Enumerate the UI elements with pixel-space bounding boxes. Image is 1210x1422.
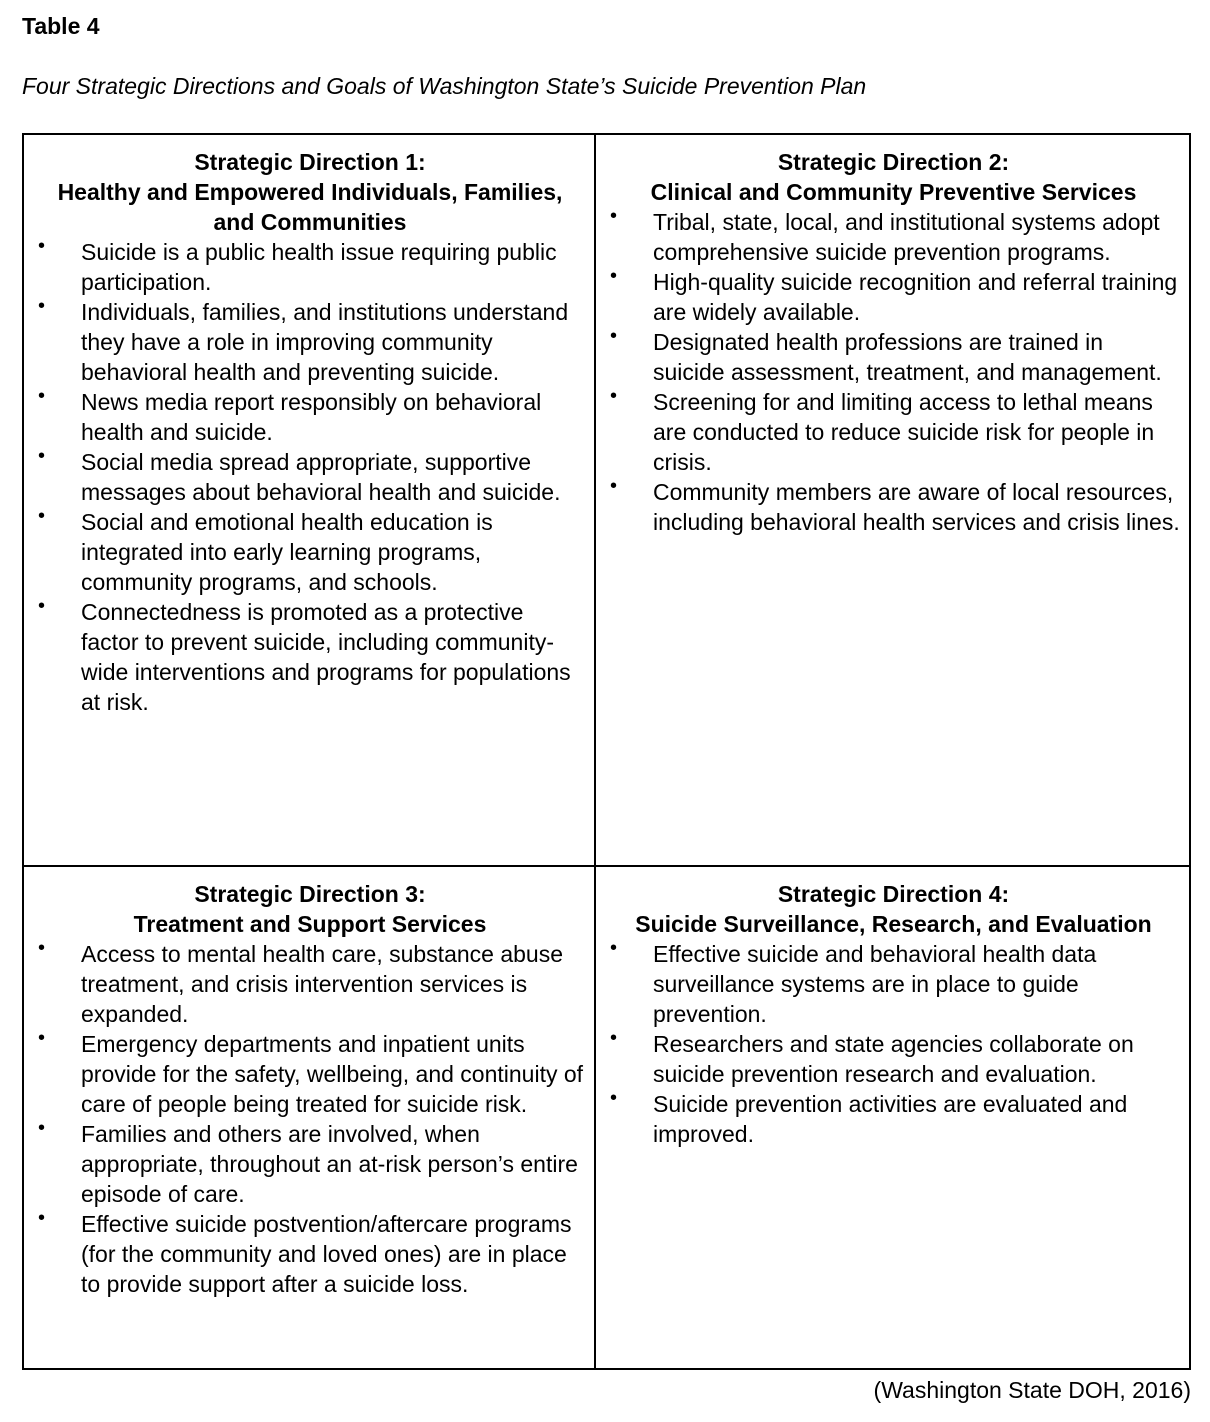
- bullet-icon: •: [610, 265, 618, 287]
- goal-text: Suicide prevention activities are evaluated and improved.: [653, 1091, 1128, 1147]
- goal-item: [34, 939, 586, 1029]
- bullet-icon: •: [610, 937, 618, 959]
- goal-item: [34, 507, 586, 597]
- goal-item: [34, 597, 586, 717]
- goal-item: [34, 1209, 586, 1299]
- goal-item: [606, 207, 1181, 267]
- direction-subtitle: Healthy and Empowered Individuals, Families, and Communities: [57, 179, 563, 235]
- goal-item: [34, 1119, 586, 1209]
- direction-cell-1: [24, 135, 596, 867]
- direction-heading: [34, 879, 586, 939]
- direction-title: Strategic Direction 2:: [777, 149, 1010, 175]
- goal-item: [34, 1029, 586, 1119]
- goal-text: Social media spread appropriate, supportive messages about behavioral health and suicide.: [81, 449, 561, 505]
- goal-text: Effective suicide postvention/aftercare programs (for the community and loved ones) are in place to provide support after a suicide loss.: [81, 1211, 572, 1297]
- bullet-icon: •: [38, 235, 46, 257]
- goal-item: [606, 1089, 1181, 1149]
- table-label: Table 4: [22, 13, 100, 39]
- direction-title: Strategic Direction 3:: [194, 881, 426, 907]
- direction-title: Strategic Direction 1:: [194, 149, 426, 175]
- direction-cell-4: [596, 867, 1189, 1368]
- goal-text: Community members are aware of local resources, including behavioral health services and crisis lines.: [653, 479, 1180, 535]
- goal-text: Screening for and limiting access to lethal means are conducted to reduce suicide risk for people in crisis.: [653, 389, 1155, 475]
- strategic-directions-table: [22, 133, 1191, 1370]
- bullet-icon: •: [610, 1027, 618, 1049]
- source-citation: (Washington State DOH, 2016): [873, 1377, 1191, 1403]
- table-caption: Four Strategic Directions and Goals of Washington State’s Suicide Prevention Plan: [22, 73, 867, 99]
- bullet-icon: •: [38, 505, 46, 527]
- goal-item: [606, 1029, 1181, 1089]
- bullet-icon: •: [38, 1117, 46, 1139]
- direction-cell-3: [24, 867, 596, 1368]
- goal-item: [34, 387, 586, 447]
- direction-heading: [34, 147, 586, 237]
- goal-item: [606, 327, 1181, 387]
- bullet-icon: •: [610, 205, 618, 227]
- bullet-icon: •: [38, 385, 46, 407]
- goal-text: Researchers and state agencies collaborate on suicide prevention research and evaluation.: [653, 1031, 1134, 1087]
- goal-text: High-quality suicide recognition and referral training are widely available.: [653, 269, 1178, 325]
- goal-text: Individuals, families, and institutions understand they have a role in improving community behavioral health and preventing suicide.: [81, 299, 569, 385]
- goal-list: [34, 237, 586, 717]
- goal-text: Designated health professions are trained in suicide assessment, treatment, and management.: [653, 329, 1162, 385]
- bullet-icon: •: [38, 295, 46, 317]
- goal-item: [606, 387, 1181, 477]
- bullet-icon: •: [38, 1027, 46, 1049]
- goal-item: [606, 939, 1181, 1029]
- bullet-icon: •: [610, 325, 618, 347]
- bullet-icon: •: [610, 1087, 618, 1109]
- goal-item: [606, 477, 1181, 537]
- goal-item: [34, 237, 586, 297]
- bullet-icon: •: [38, 595, 46, 617]
- goal-text: Social and emotional health education is integrated into early learning programs, community programs, and schools.: [81, 509, 493, 595]
- bullet-icon: •: [38, 937, 46, 959]
- direction-cell-2: [596, 135, 1189, 867]
- goal-item: [606, 267, 1181, 327]
- direction-heading: [606, 879, 1181, 939]
- direction-subtitle: Suicide Surveillance, Research, and Evaluation: [635, 911, 1152, 937]
- goal-text: Effective suicide and behavioral health data surveillance systems are in place to guide prevention.: [653, 941, 1097, 1027]
- goal-list: [606, 207, 1181, 537]
- direction-title: Strategic Direction 4:: [777, 881, 1010, 907]
- goal-text: Suicide is a public health issue requiring public participation.: [81, 239, 557, 295]
- goal-item: [34, 447, 586, 507]
- goal-text: Access to mental health care, substance abuse treatment, and crisis intervention services is expanded.: [81, 941, 564, 1027]
- bullet-icon: •: [610, 385, 618, 407]
- goal-text: Connectedness is promoted as a protective factor to prevent suicide, including community-wide interventions and programs for populations at risk.: [81, 599, 571, 715]
- direction-subtitle: Clinical and Community Preventive Services: [650, 179, 1137, 205]
- goal-list: [606, 939, 1181, 1149]
- goal-text: Families and others are involved, when appropriate, throughout an at-risk person’s entire episode of care.: [81, 1121, 578, 1207]
- direction-heading: [606, 147, 1181, 207]
- bullet-icon: •: [38, 445, 46, 467]
- bullet-icon: •: [38, 1207, 46, 1229]
- goal-text: Tribal, state, local, and institutional systems adopt comprehensive suicide prevention programs.: [653, 209, 1160, 265]
- goal-list: [34, 939, 586, 1299]
- direction-subtitle: Treatment and Support Services: [133, 911, 487, 937]
- goal-text: News media report responsibly on behavioral health and suicide.: [81, 389, 542, 445]
- goal-item: [34, 297, 586, 387]
- goal-text: Emergency departments and inpatient units provide for the safety, wellbeing, and continuity of care of people being treated for suicide risk.: [81, 1031, 584, 1117]
- bullet-icon: •: [610, 475, 618, 497]
